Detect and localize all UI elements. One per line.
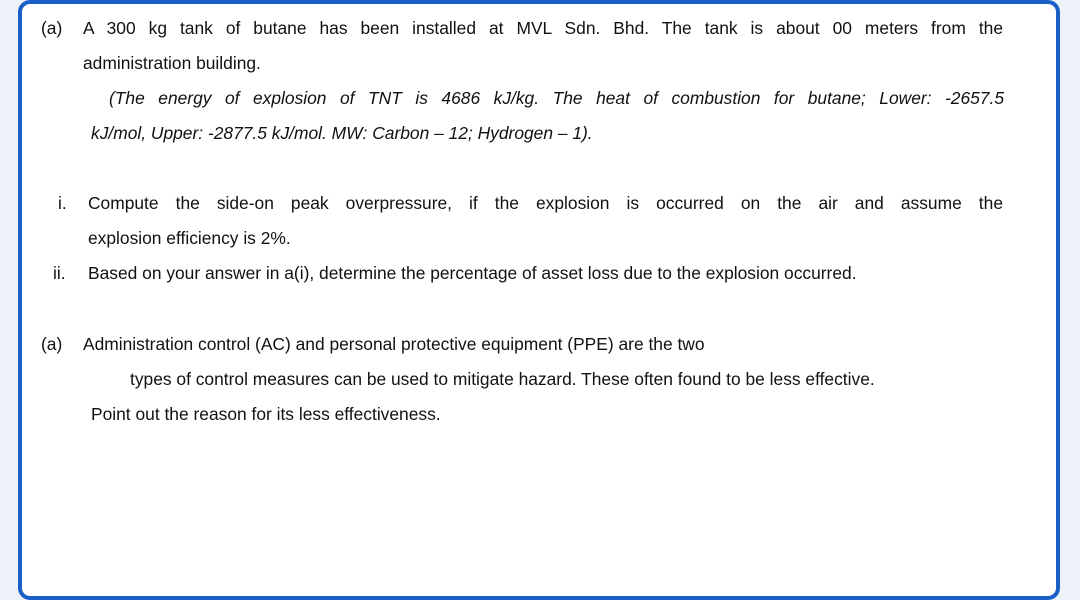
question-a-line-1: A 300 kg tank of butane has been installed at MVL Sdn. Bhd. The tank is about 00 meters from the — [83, 18, 1003, 38]
question-b-line-1: Administration control (AC) and personal protective equipment (PPE) are the two — [83, 334, 705, 354]
question-a-label: (a) — [41, 18, 63, 38]
question-b-line-2: types of control measures can be used to mitigate hazard. These often found to be less effective. — [130, 369, 875, 389]
question-a-note-line-2: kJ/mol, Upper: -2877.5 kJ/mol. MW: Carbon – 12; Hydrogen – 1). — [91, 123, 593, 143]
item-i-line-2: explosion efficiency is 2%. — [88, 228, 291, 248]
question-b-line-3: Point out the reason for its less effectiveness. — [91, 404, 441, 424]
question-b-label: (a) — [41, 334, 63, 354]
item-i-label: i. — [58, 193, 67, 213]
question-a-line-2: administration building. — [83, 53, 261, 73]
item-i-line-1: Compute the side-on peak overpressure, if the explosion is occurred on the air and assume the — [88, 193, 1003, 213]
item-ii-line-1: Based on your answer in a(i), determine the percentage of asset loss due to the explosion occurred. — [88, 263, 857, 283]
question-a-note-line-1: (The energy of explosion of TNT is 4686 kJ/kg. The heat of combustion for butane; Lower: -2657.5 — [109, 88, 1004, 108]
item-ii-label: ii. — [53, 263, 66, 283]
